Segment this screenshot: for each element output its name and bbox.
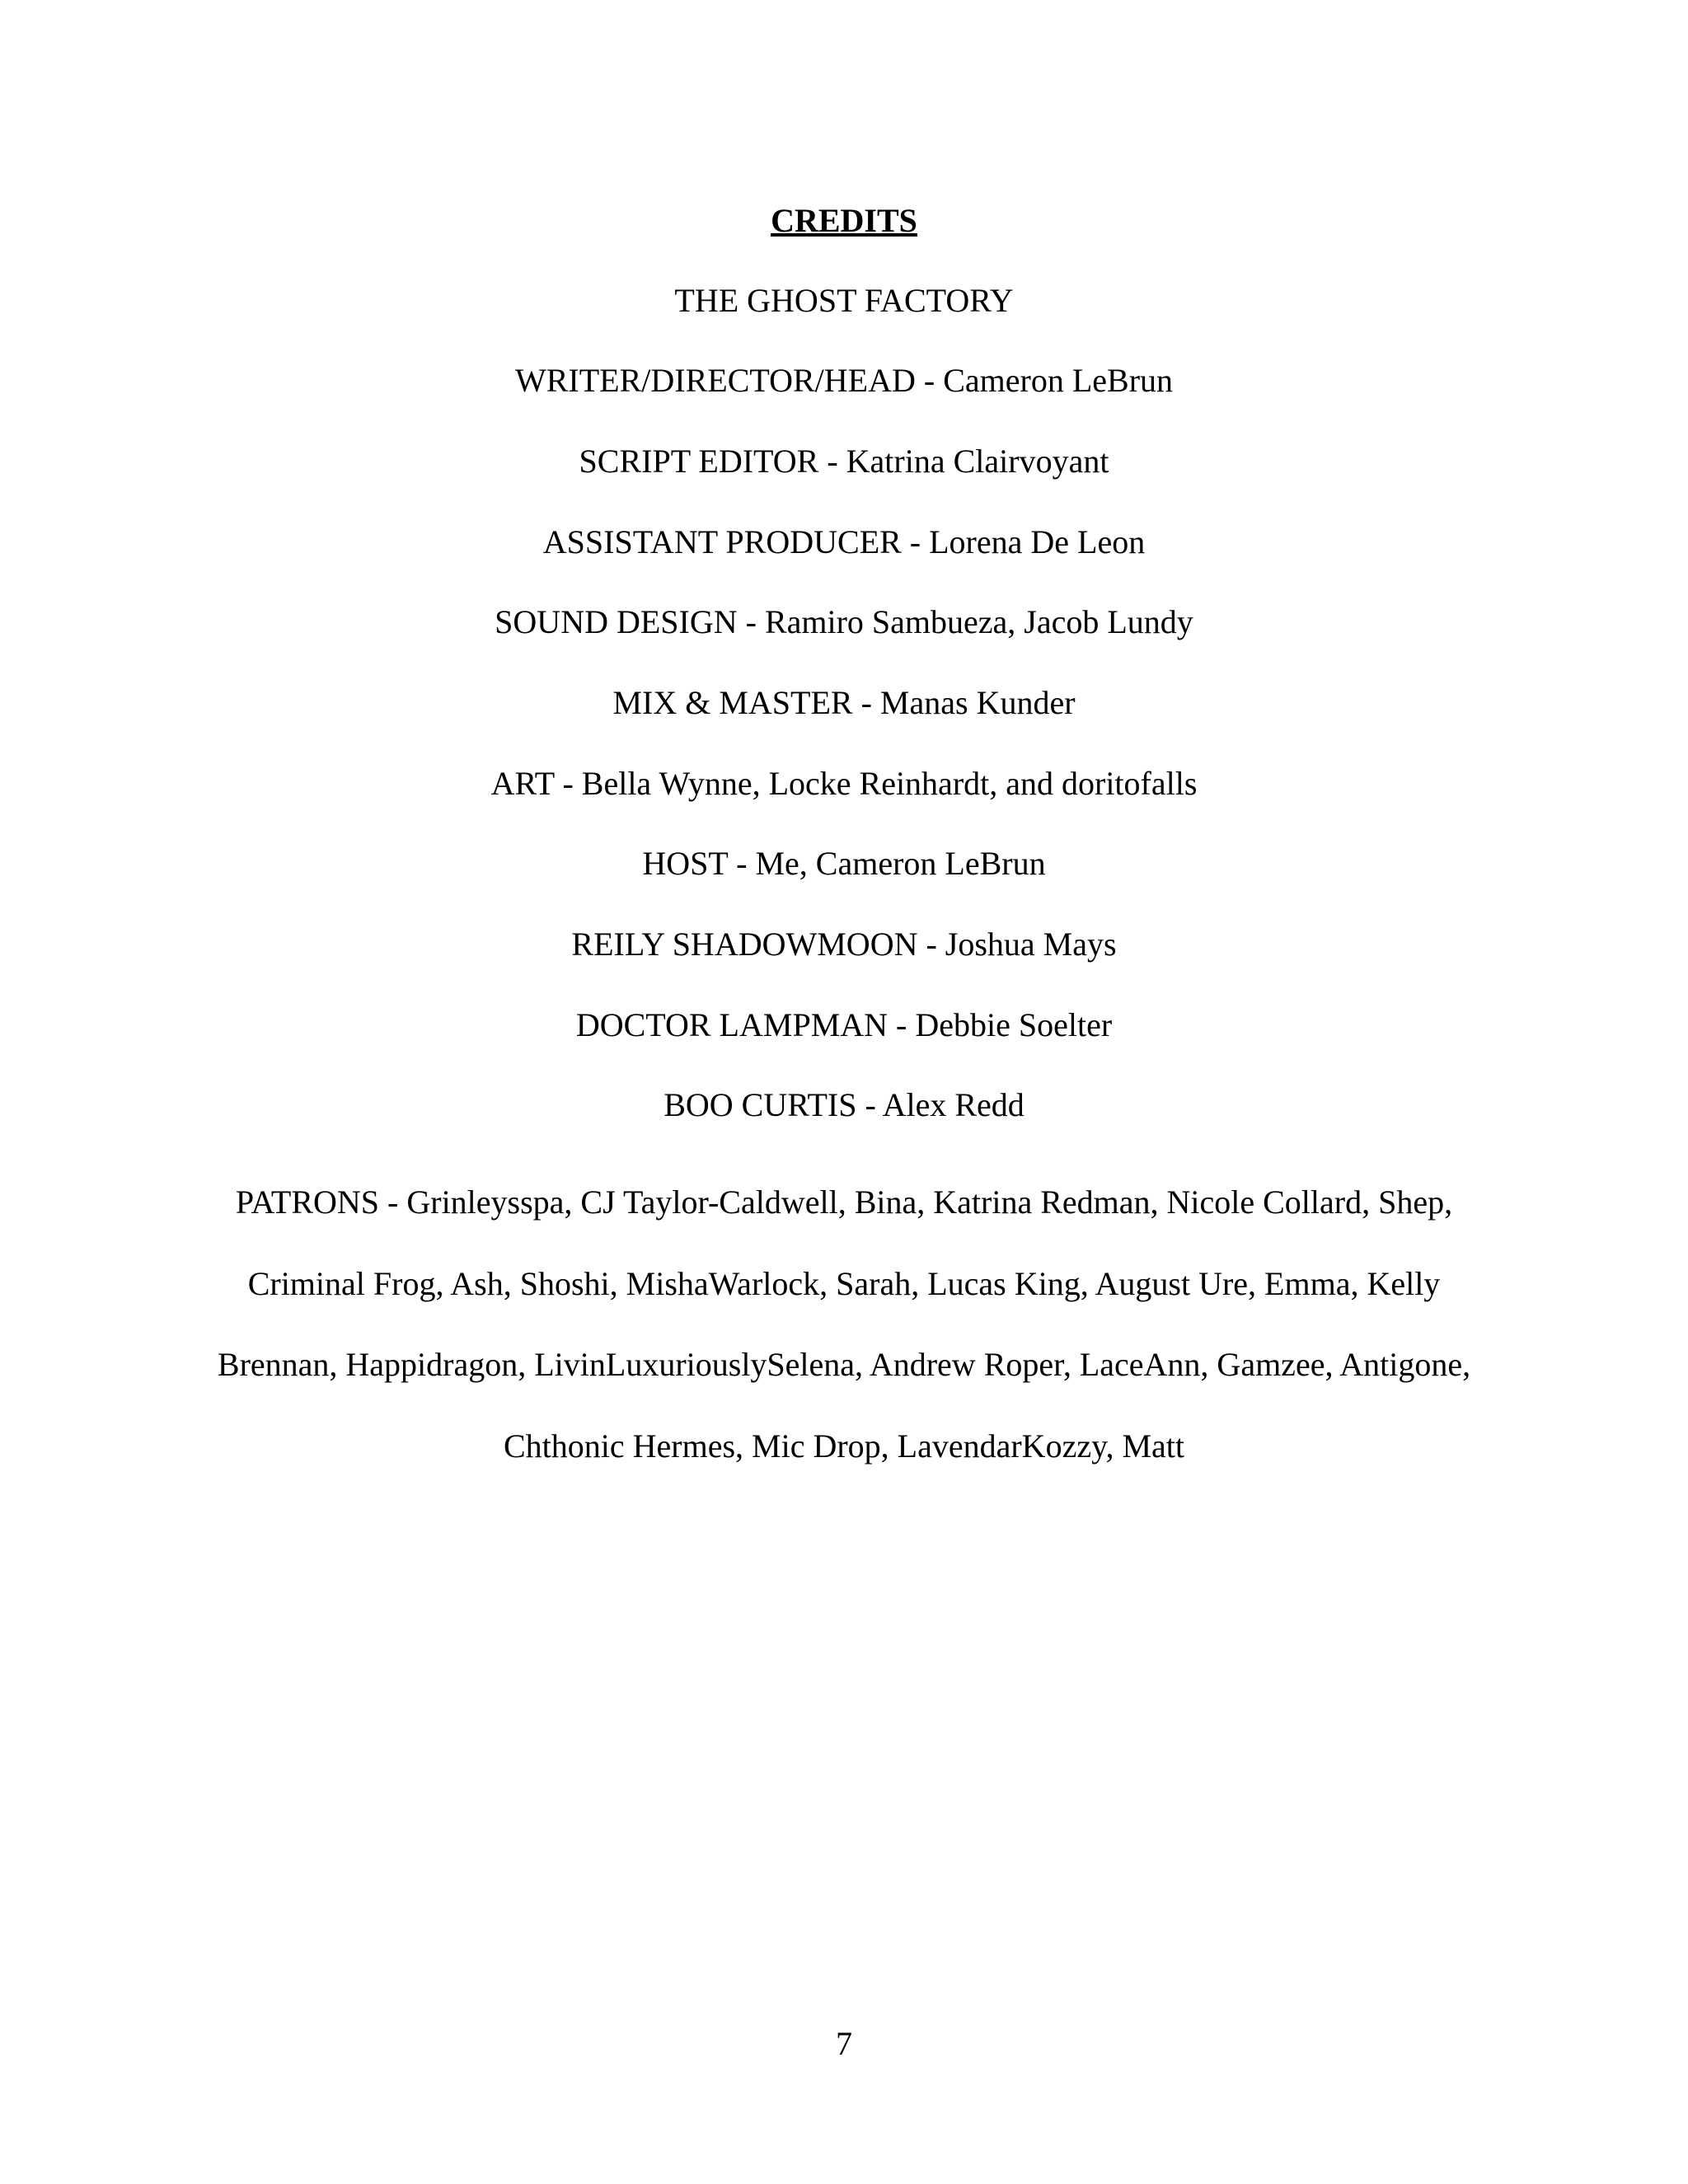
credit-line: MIX & MASTER - Manas Kunder <box>612 684 1076 721</box>
credit-line: BOO CURTIS - Alex Redd <box>663 1086 1025 1123</box>
credit-line: ASSISTANT PRODUCER - Lorena De Leon <box>542 523 1146 560</box>
credit-line: SOUND DESIGN - Ramiro Sambueza, Jacob Lundy <box>495 603 1193 640</box>
credits-heading: CREDITS <box>771 202 917 239</box>
credit-line: REILY SHADOWMOON - Joshua Mays <box>571 926 1117 963</box>
credit-line: SCRIPT EDITOR - Katrina Clairvoyant <box>579 443 1109 480</box>
credit-line: HOST - Me, Cameron LeBrun <box>642 845 1046 882</box>
patrons-paragraph: PATRONS - Grinleysspa, CJ Taylor-Caldwell, Bina, Katrina Redman, Nicole Collard, Shep, Criminal Frog, Ash, Shoshi, MishaWarlock, Sarah, Lucas King, August Ure, Emma, Kelly Brennan, Happidragon, LivinLuxuriouslySelena, Andrew Roper, LaceAnn, Gamzee, Antigone, Chthonic Hermes, Mic Drop, LavendarKozzy, Matt <box>217 1183 1471 1465</box>
credit-line: ART - Bella Wynne, Locke Reinhardt, and doritofalls <box>490 765 1198 802</box>
page-number: 7 <box>836 2025 852 2062</box>
credit-line: WRITER/DIRECTOR/HEAD - Cameron LeBrun <box>514 362 1174 399</box>
show-title: THE GHOST FACTORY <box>674 282 1014 319</box>
credit-line: DOCTOR LAMPMAN - Debbie Soelter <box>575 1006 1113 1043</box>
